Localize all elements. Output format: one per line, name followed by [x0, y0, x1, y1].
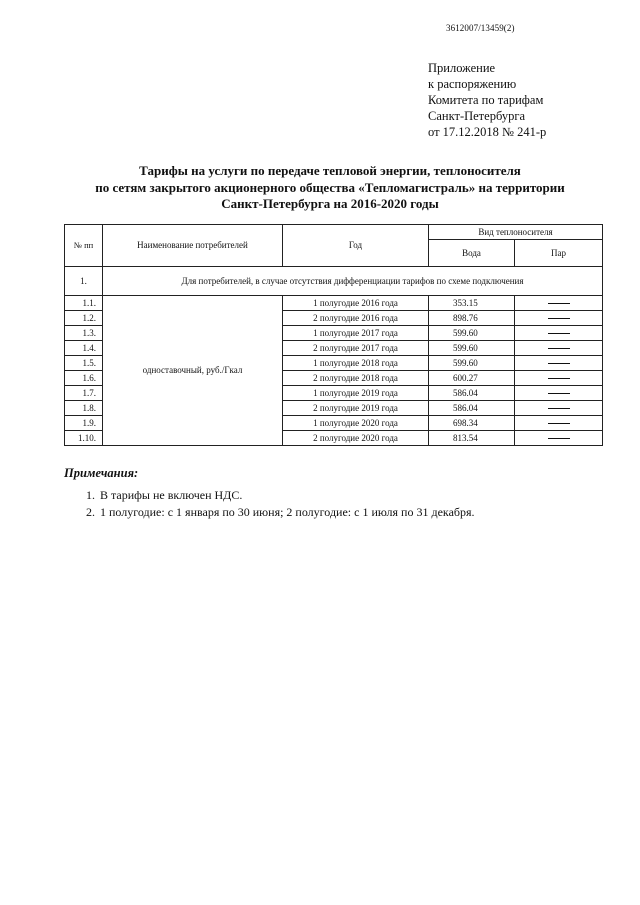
row-water: 898.76 [429, 311, 515, 326]
dash-mark [548, 363, 570, 364]
row-water: 586.04 [429, 401, 515, 416]
row-num: 1.5. [65, 356, 103, 371]
row-period: 1 полугодие 2020 года [283, 416, 429, 431]
row-steam [515, 431, 603, 446]
row-water: 599.60 [429, 326, 515, 341]
row-period: 1 полугодие 2017 года [283, 326, 429, 341]
row-water: 353.15 [429, 296, 515, 311]
group-row [65, 267, 603, 296]
row-steam [515, 401, 603, 416]
row-steam [515, 296, 603, 311]
row-period: 1 полугодие 2019 года [283, 386, 429, 401]
title-line: по сетям закрытого акционерного общества «Тепломагистраль» на территории [95, 179, 565, 195]
row-num: 1.6. [65, 371, 103, 386]
row-period: 2 полугодие 2017 года [283, 341, 429, 356]
dash-mark [548, 423, 570, 424]
row-steam [515, 311, 603, 326]
appendix-line: Комитета по тарифам [428, 93, 544, 107]
appendix-line: Приложение [428, 61, 496, 75]
group-num: 1. [65, 267, 103, 296]
row-num: 1.4. [65, 341, 103, 356]
header-carrier-type: Вид теплоносителя [429, 225, 603, 240]
row-water: 698.34 [429, 416, 515, 431]
appendix-line: к распоряжению [428, 77, 517, 91]
appendix-block [428, 60, 546, 140]
row-water: 599.60 [429, 341, 515, 356]
row-water: 813.54 [429, 431, 515, 446]
document-title [60, 163, 600, 213]
note-item: 1. В тарифы не включен НДС. [98, 487, 475, 504]
row-num: 1.10. [65, 431, 103, 446]
dash-mark [548, 408, 570, 409]
row-period: 1 полугодие 2018 года [283, 356, 429, 371]
row-steam [515, 416, 603, 431]
group-label: Для потребителей, в случае отсутствия дифференциации тарифов по схеме подключения [103, 267, 603, 296]
row-water: 600.27 [429, 371, 515, 386]
header-consumer: Наименование потребителей [103, 225, 283, 267]
dash-mark [548, 378, 570, 379]
notes-list [78, 487, 475, 521]
row-num: 1.7. [65, 386, 103, 401]
row-num: 1.9. [65, 416, 103, 431]
header-steam: Пар [515, 240, 603, 267]
note-item: 2. 1 полугодие: с 1 января по 30 июня; 2 полугодие: с 1 июля по 31 декабря. [98, 504, 475, 521]
row-period: 2 полугодие 2019 года [283, 401, 429, 416]
dash-mark [548, 318, 570, 319]
row-period: 2 полугодие 2020 года [283, 431, 429, 446]
title-line: Санкт-Петербурга на 2016-2020 годы [221, 196, 439, 211]
row-steam [515, 386, 603, 401]
row-num: 1.8. [65, 401, 103, 416]
title-line: Тарифы на услуги по передаче тепловой энергии, теплоносителя [139, 163, 521, 178]
row-num: 1.3. [65, 326, 103, 341]
notes-title: Примечания: [64, 466, 139, 480]
dash-mark [548, 393, 570, 394]
row-steam [515, 326, 603, 341]
row-period: 2 полугодие 2018 года [283, 371, 429, 386]
appendix-line: Санкт-Петербурга [428, 109, 526, 123]
row-steam [515, 341, 603, 356]
header-water: Вода [429, 240, 515, 267]
row-num: 1.2. [65, 311, 103, 326]
consumer-label: одноставочный, руб./Гкал [103, 296, 283, 446]
dash-mark [548, 333, 570, 334]
row-steam [515, 371, 603, 386]
dash-mark [548, 303, 570, 304]
appendix-line: от 17.12.2018 № 241-р [428, 125, 547, 139]
header-year: Год [283, 225, 429, 267]
row-period: 1 полугодие 2016 года [283, 296, 429, 311]
row-period: 2 полугодие 2016 года [283, 311, 429, 326]
row-num: 1.1. [65, 296, 103, 311]
header-num: № пп [65, 225, 103, 267]
row-water: 599.60 [429, 356, 515, 371]
row-steam [515, 356, 603, 371]
dash-mark [548, 348, 570, 349]
table-row [65, 296, 603, 311]
document-number: 3612007/13459(2) [446, 23, 515, 33]
dash-mark [548, 438, 570, 439]
row-water: 586.04 [429, 386, 515, 401]
tariff-table [64, 224, 603, 446]
